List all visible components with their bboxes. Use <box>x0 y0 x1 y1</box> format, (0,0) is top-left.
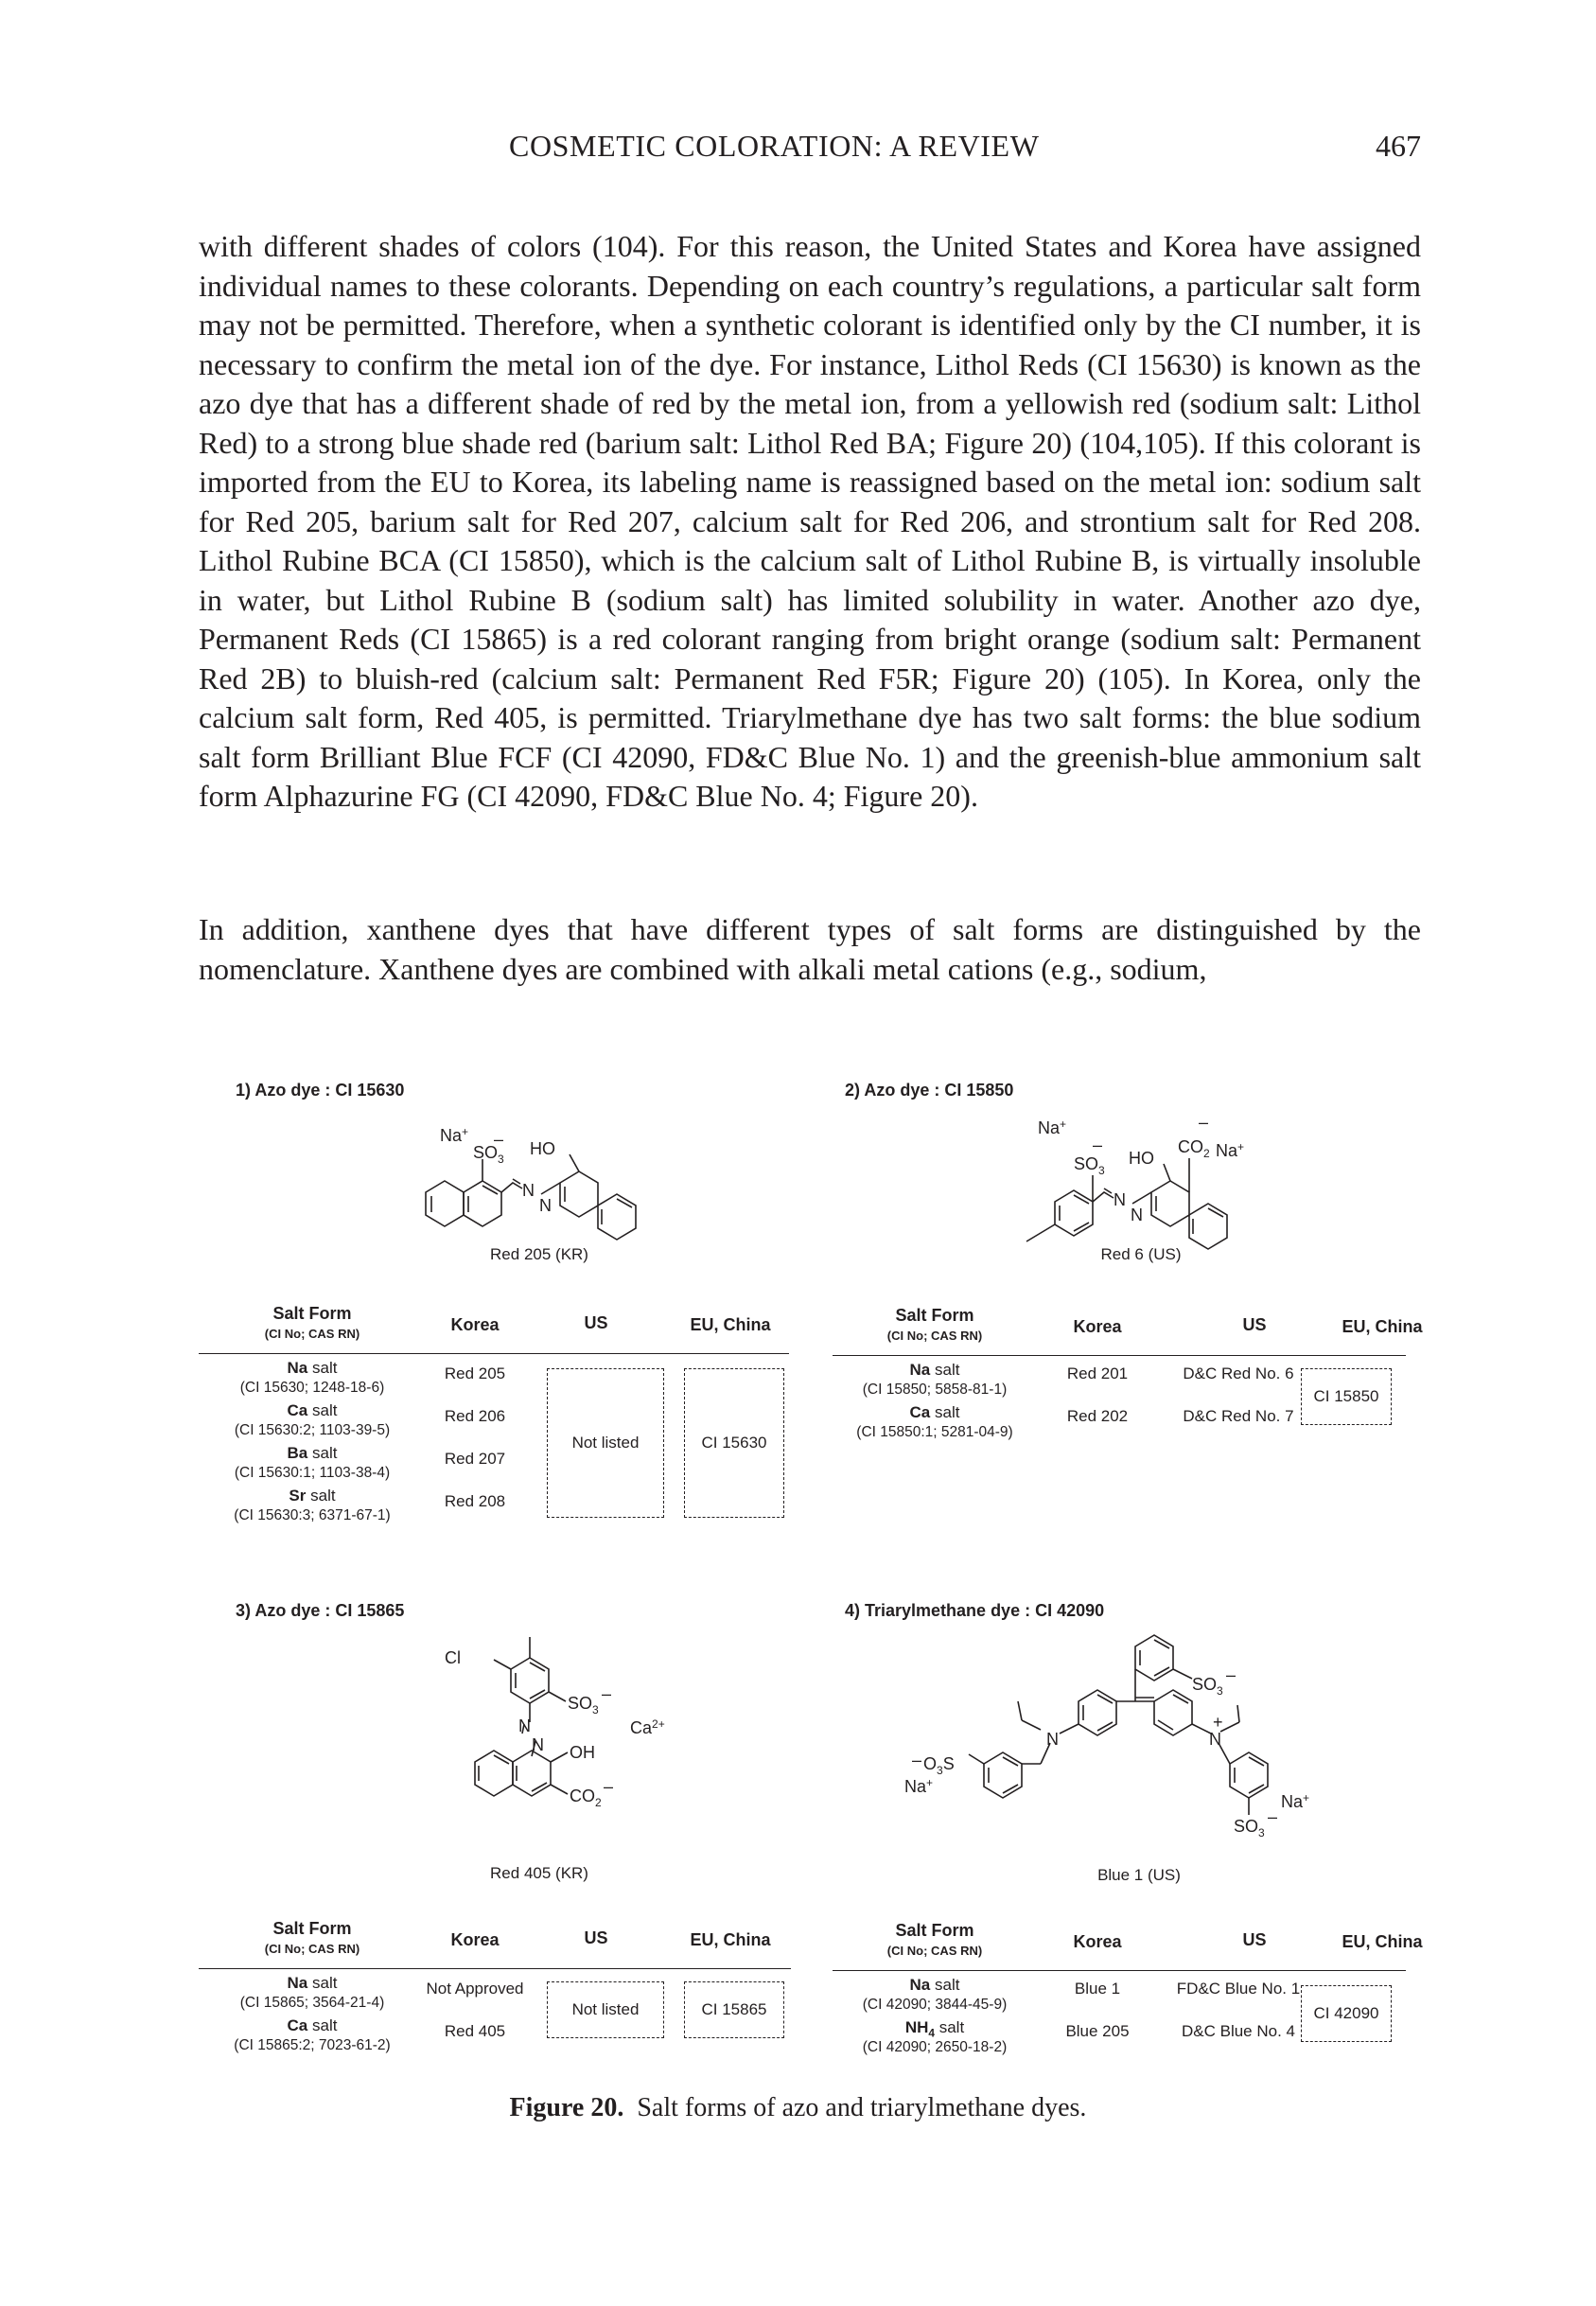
panel-title: 4) Triarylmethane dye : CI 42090 <box>845 1601 1105 1620</box>
svg-text:Na+: Na+ <box>440 1125 469 1145</box>
col-header-salt-form-sub: (CI No; CAS RN) <box>886 1944 983 1958</box>
table-rule <box>833 1355 1406 1356</box>
svg-text:–: – <box>604 1777 614 1796</box>
eu-status-box: CI 15630 <box>684 1368 784 1518</box>
svg-text:HO: HO <box>1129 1149 1154 1168</box>
col-header-salt-form-sub: (CI No; CAS RN) <box>264 1327 360 1341</box>
col-header-salt-form-sub: (CI No; CAS RN) <box>886 1329 983 1343</box>
svg-text:–: – <box>494 1130 504 1149</box>
korea-name: Red 208 <box>444 1492 506 1510</box>
svg-text:N: N <box>1114 1190 1126 1209</box>
figure-caption <box>0 2093 1596 2123</box>
svg-text:SO3: $SO_3$ <box>473 1143 504 1166</box>
col-header-eu-china: EU, China <box>1342 1317 1423 1336</box>
col-header-salt-form: Salt Form <box>272 1919 352 1938</box>
salt-name: Na salt <box>909 1361 960 1379</box>
running-title: COSMETIC COLORATION: A REVIEW <box>509 129 1040 163</box>
col-header-salt-form: Salt Form <box>895 1921 974 1940</box>
body-paragraph: with different shades of colors (104). For this reason, the United States and Korea have assigned individual names to these colorants. Depending on each country’s regulations, a particular salt form may not be permitted. Therefore, when a synthetic colorant is identified only by the CI number, it is necessary to confirm the metal ion of the dye. For instance, Lithol Reds (CI 15630) is known as the azo dye that has a different shade of red by the metal ion, from a yellowish red (sodium salt: Lithol Red) to a strong blue shade red (barium salt: Lithol Red BA; Figure 20) (104,105). If this colorant is imported from the EU to Korea, its labeling name is reassigned based on the metal ion: sodium salt for Red 205, barium salt for Red 207, calcium salt for Red 206, and strontium salt for Red 208. Lithol Rubine BCA (CI 15850), which is the calcium salt of Lithol Rubine B, is virtually insoluble in water, but Lithol Rubine B (sodium salt) has limited solubility in water. Another azo dye, Permanent Reds (CI 15865) is a red colorant ranging from bright orange (sodium salt: Permanent Red 2B) to bluish-red (calcium salt: Permanent Red F5R; Figure 20) (105). In Korea, only the calcium salt form, Red 405, is permitted. Triarylmethane dye has two salt forms: the blue sodium salt form Brilliant Blue FCF (CI 42090, FD&C Blue No. 1) and the greenish-blue ammonium salt form Alphazurine FG (CI 42090, FD&C Blue No. 4; Figure 20). <box>199 229 1421 813</box>
svg-text:Ca2+: $Ca^{2+}$ <box>630 1717 665 1737</box>
page-number: 467 <box>1376 129 1421 163</box>
chemical-structure-red-6 <box>1017 1113 1282 1259</box>
svg-text:SO3: $SO_3$ <box>1074 1154 1105 1177</box>
us-status-box: Not listed <box>547 1368 664 1518</box>
chemical-structure-red-205 <box>407 1126 672 1249</box>
structure-label: Red 6 (US) <box>1100 1245 1182 1263</box>
salt-name: Ca salt <box>287 2016 338 2034</box>
col-header-us: US <box>584 1928 608 1947</box>
salt-cas: (CI 15850:1; 5281-04-9) <box>856 1424 1013 1440</box>
salt-name: $NH_4$ salt <box>904 2018 965 2040</box>
svg-text:Na+: Na+ <box>904 1776 934 1796</box>
svg-text:N: N <box>539 1196 552 1215</box>
caption-label: Figure 20. <box>509 2093 624 2122</box>
col-header-us: US <box>1242 1315 1267 1334</box>
col-header-korea: Korea <box>450 1930 500 1949</box>
svg-text:OH: OH <box>570 1743 595 1762</box>
svg-text:N: N <box>518 1716 531 1735</box>
us-status-box: Not listed <box>547 1981 664 2038</box>
svg-text:Cl: Cl <box>445 1648 461 1667</box>
panel-title: 1) Azo dye : CI 15630 <box>236 1081 405 1100</box>
chemical-structure-red-405 <box>445 1637 672 1864</box>
salt-name: Ca salt <box>287 1401 338 1419</box>
eu-status-box: CI 15865 <box>684 1981 784 2038</box>
salt-name: Na salt <box>909 1976 960 1994</box>
salt-cas: (CI 42090; 3844-45-9) <box>862 1997 1008 2013</box>
col-header-korea: Korea <box>450 1315 500 1334</box>
svg-text:N: N <box>522 1181 535 1200</box>
korea-name: Red 207 <box>444 1450 506 1468</box>
structure-label: Red 205 (KR) <box>490 1245 588 1263</box>
col-header-eu-china: EU, China <box>1342 1932 1423 1951</box>
col-header-us: US <box>584 1313 608 1332</box>
svg-text:N: N <box>1046 1730 1059 1749</box>
svg-text:–: – <box>602 1684 612 1703</box>
table-rule <box>199 1968 791 1969</box>
korea-name: Blue 205 <box>1065 2022 1130 2040</box>
table-rule <box>833 1970 1406 1971</box>
salt-cas: (CI 15630:1; 1103-38-4) <box>234 1465 391 1481</box>
us-name: D&C Red No. 7 <box>1183 1407 1294 1425</box>
salt-cas: (CI 15630:3; 6371-67-1) <box>234 1507 391 1523</box>
col-header-korea: Korea <box>1073 1317 1122 1336</box>
korea-name: Not Approved <box>426 1980 524 1998</box>
col-header-us: US <box>1242 1930 1267 1949</box>
svg-text:Na+: Na+ <box>1216 1140 1245 1160</box>
eu-status-box: CI 15850 <box>1301 1368 1392 1425</box>
salt-name: Na salt <box>287 1359 338 1377</box>
panel-title: 3) Azo dye : CI 15865 <box>236 1601 405 1620</box>
svg-text:–: – <box>1199 1113 1209 1132</box>
svg-text:–: – <box>1268 1807 1278 1826</box>
body-paragraph: In addition, xanthene dyes that have different types of salt forms are distinguished by the nomenclature. Xanthene dyes are combined with alkali metal cations (e.g., sodium, <box>199 912 1421 986</box>
svg-text:O3S: $O_3S$ <box>923 1754 955 1777</box>
col-header-salt-form-sub: (CI No; CAS RN) <box>264 1942 360 1956</box>
salt-name: Ca salt <box>909 1403 960 1421</box>
salt-cas: (CI 15865:2; 7023-61-2) <box>234 2037 391 2053</box>
svg-text:+: + <box>1213 1713 1223 1732</box>
salt-name: Sr salt <box>289 1487 336 1505</box>
korea-name: Red 205 <box>444 1364 506 1382</box>
svg-text:SO3: $SO_3$ <box>568 1694 599 1716</box>
eu-status-box: CI 42090 <box>1301 1985 1392 2042</box>
svg-text:–: – <box>912 1751 922 1769</box>
salt-cas: (CI 15850; 5858-81-1) <box>862 1382 1008 1398</box>
table-rule <box>199 1353 789 1354</box>
chemical-structure-blue-1 <box>904 1628 1310 1874</box>
structure-label: Blue 1 (US) <box>1097 1866 1181 1884</box>
svg-text:Na+: Na+ <box>1281 1791 1310 1811</box>
svg-text:SO3: $SO_3$ <box>1192 1675 1223 1698</box>
col-header-eu-china: EU, China <box>690 1930 771 1949</box>
col-header-salt-form: Salt Form <box>272 1304 352 1323</box>
structure-label: Red 405 (KR) <box>490 1864 588 1882</box>
salt-cas: (CI 15630:2; 1103-39-5) <box>234 1422 391 1438</box>
salt-name: Na salt <box>287 1974 338 1992</box>
salt-cas: (CI 15630; 1248-18-6) <box>239 1380 385 1396</box>
korea-name: Red 202 <box>1066 1407 1129 1425</box>
svg-text:Na+: Na+ <box>1038 1118 1067 1137</box>
svg-text:N: N <box>1209 1730 1221 1749</box>
korea-name: Red 206 <box>444 1407 506 1425</box>
svg-text:CO2: $CO_2$ <box>1178 1137 1210 1160</box>
svg-text:N: N <box>532 1735 544 1754</box>
svg-text:–: – <box>1093 1135 1103 1154</box>
korea-name: Red 405 <box>444 2022 506 2040</box>
korea-name: Red 201 <box>1066 1364 1129 1382</box>
svg-text:CO2: $CO_2$ <box>570 1787 602 1809</box>
salt-cas: (CI 42090; 2650-18-2) <box>862 2039 1008 2055</box>
svg-text:–: – <box>1226 1665 1236 1684</box>
col-header-eu-china: EU, China <box>690 1315 771 1334</box>
korea-name: Blue 1 <box>1074 1980 1121 1998</box>
svg-text:HO: HO <box>530 1139 555 1158</box>
salt-cas: (CI 15865; 3564-21-4) <box>239 1995 385 2011</box>
panel-title: 2) Azo dye : CI 15850 <box>845 1081 1014 1100</box>
us-name: D&C Red No. 6 <box>1183 1364 1294 1382</box>
caption-text: Salt forms of azo and triarylmethane dyes. <box>637 2093 1087 2122</box>
us-name: FD&C Blue No. 1 <box>1176 1980 1301 1998</box>
us-name: D&C Blue No. 4 <box>1182 2022 1295 2040</box>
svg-text:N: N <box>1131 1206 1143 1224</box>
col-header-salt-form: Salt Form <box>895 1306 974 1325</box>
salt-name: Ba salt <box>287 1444 338 1462</box>
svg-text:SO3: $SO_3$ <box>1234 1817 1265 1840</box>
col-header-korea: Korea <box>1073 1932 1122 1951</box>
